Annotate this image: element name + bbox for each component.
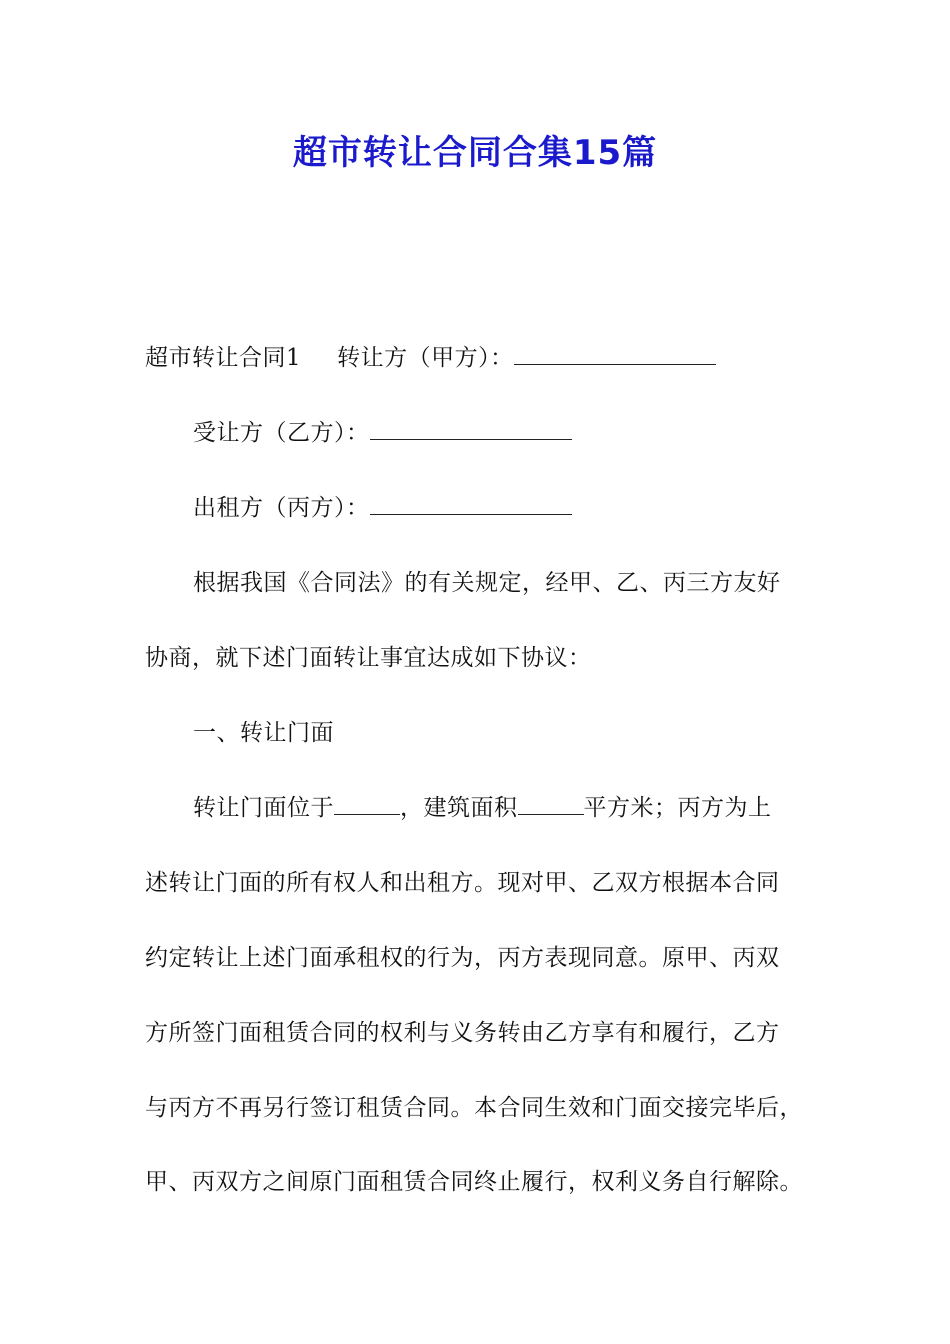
section-1-heading: 一、转让门面 bbox=[193, 720, 334, 746]
clause-part-c: 平方米；丙方为上 bbox=[583, 795, 772, 821]
contract-heading: 超市转让合同1 bbox=[145, 345, 302, 371]
body-line: 方所签门面租赁合同的权利与义务转由乙方享有和履行，乙方 bbox=[145, 1020, 780, 1046]
lessor-line bbox=[193, 491, 572, 525]
lessor-blank bbox=[370, 494, 572, 515]
intro-line-1: 根据我国《合同法》的有关规定，经甲、乙、丙三方友好 bbox=[193, 570, 781, 596]
body-line: 与丙方不再另行签订租赁合同。本合同生效和门面交接完毕后， bbox=[145, 1095, 803, 1121]
transferee-line bbox=[193, 416, 572, 450]
body-line: 甲、丙双方之间原门面租赁合同终止履行，权利义务自行解除。 bbox=[145, 1169, 803, 1195]
clause-line-1 bbox=[193, 791, 772, 825]
transferee-blank bbox=[370, 419, 572, 440]
transferor-label: 转让方（甲方）： bbox=[337, 345, 514, 371]
transferee-label: 受让方（乙方）： bbox=[193, 420, 370, 446]
transferor-blank bbox=[514, 344, 716, 365]
lessor-label: 出租方（丙方）： bbox=[193, 495, 370, 521]
body-line: 约定转让上述门面承租权的行为，丙方表现同意。原甲、丙双 bbox=[145, 945, 780, 971]
clause-part-a: 转让门面位于 bbox=[193, 795, 334, 821]
document-title: 超市转让合同合集15篇 bbox=[292, 133, 658, 173]
intro-line-2: 协商，就下述门面转让事宜达成如下协议： bbox=[145, 645, 592, 671]
clause-part-b: ，建筑面积 bbox=[400, 795, 518, 821]
location-blank bbox=[334, 794, 400, 815]
body-line: 述转让门面的所有权人和出租方。现对甲、乙双方根据本合同 bbox=[145, 870, 780, 896]
contract-heading-line bbox=[145, 341, 716, 375]
area-blank bbox=[518, 794, 584, 815]
